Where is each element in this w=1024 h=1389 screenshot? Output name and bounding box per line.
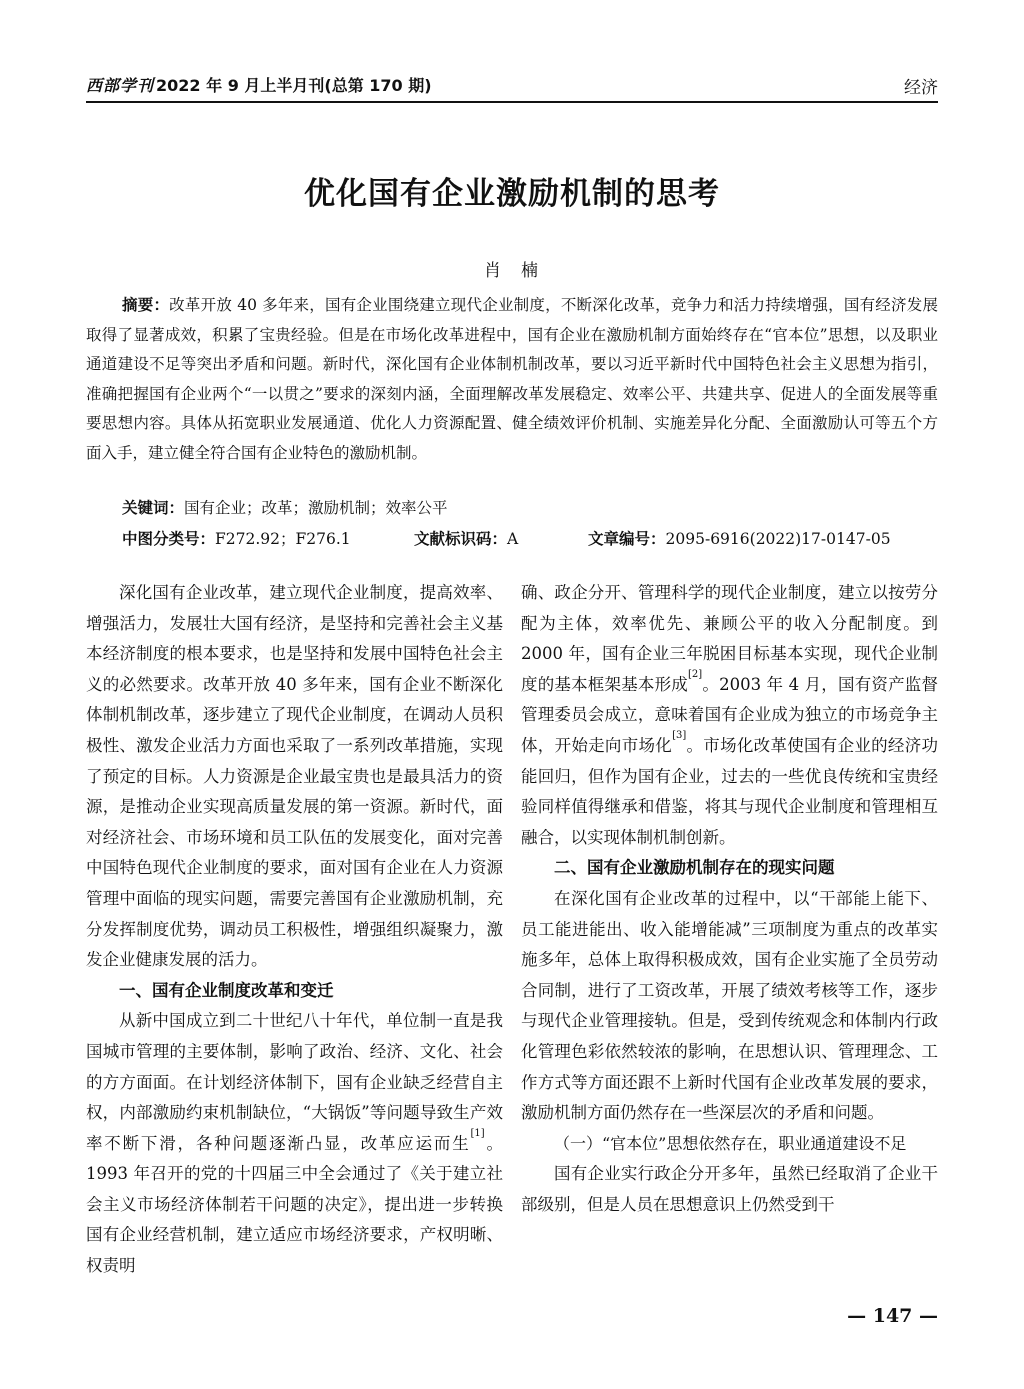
article-value: 2095-6916(2022)17-0147-05 xyxy=(665,530,891,548)
paragraph xyxy=(521,578,938,853)
subsection-heading: （一）“官本位”思想依然存在，职业通道建设不足 xyxy=(554,1133,907,1153)
right-column xyxy=(521,578,938,1220)
section-name: 经济 xyxy=(904,78,938,98)
paragraph-text: 。1993 年召开的党的十四届三中全会通过了《关于建立社会主义市场经济体制若干问题的决定》，提出进一步转换国有企业经营机制，建立适应市场经济要求，产权明晰、权责明 xyxy=(86,1133,504,1276)
clc-value: F272.92；F276.1 xyxy=(215,530,351,548)
left-column xyxy=(86,578,503,1282)
abstract-label: 摘要： xyxy=(122,296,170,314)
citation-ref: [1] xyxy=(470,1127,485,1139)
clc-label: 中图分类号： xyxy=(122,530,216,548)
article-label: 文章编号： xyxy=(588,530,666,548)
paragraph: 在深化国有企业改革的过程中，以“干部能上能下、员工能进能出、收入能增能减”三项制度为重点的改革实施多年，总体上取得积极成效，国有企业实施了全员劳动合同制，进行了工资改革，开展了绩效考核等工作，逐步与现代企业管理接轨。但是，受到传统观念和体制内行政化管理色彩依然较浓的影响，在思想认识、管理理念、工作方式等方面还跟不上新时代国有企业改革发展的要求，激励机制方面仍然存在一些深层次的矛盾和问题。 xyxy=(521,888,938,1123)
paragraph-text: 从新中国成立到二十世纪八十年代，单位制一直是我国城市管理的主要体制，影响了政治、经济、文化、社会的方方面面。在计划经济体制下，国有企业缺乏经营自主权，内部激励约束机制缺位，“大锅饭”等问题导致生产效率不断下滑，各种问题逐渐凸显，改革应运而生 xyxy=(86,1011,503,1153)
issue-info: 2022 年 9 月上半月刊(总第 170 期) xyxy=(156,76,432,95)
doc-value: A xyxy=(507,530,519,548)
paragraph-text: 确、政企分开、管理科学的现代企业制度，建立以按劳分配为主体，效率优先、兼顾公平的收入分配制度。到 2000 年，国有企业三年脱困目标基本实现，现代企业制度的基本框架基本形成 xyxy=(521,583,938,694)
citation-ref: [2] xyxy=(688,668,703,680)
running-header xyxy=(86,71,938,103)
abstract xyxy=(86,291,938,468)
article-number xyxy=(588,527,891,549)
keywords-text: 国有企业；改革；激励机制；效率公平 xyxy=(184,499,448,517)
doc-label: 文献标识码： xyxy=(414,530,508,548)
paragraph: 国有企业实行政企分开多年，虽然已经取消了企业干部级别，但是人员在思想意识上仍然受到干 xyxy=(521,1164,938,1214)
keywords xyxy=(122,496,448,518)
clc-number xyxy=(122,527,351,549)
page-number: — 147 — xyxy=(847,1305,938,1327)
abstract-text: 改革开放 40 多年来，国有企业围绕建立现代企业制度，不断深化改革，竞争力和活力持续增强，国有经济发展取得了显著成效，积累了宝贵经验。但是在市场化改革进程中，国有企业在激励机制方面始终存在“官本位”思想，以及职业通道建设不足等突出矛盾和问题。新时代，深化国有企业体制机制改革，要以习近平新时代中国特色社会主义思想为指引，准确把握国有企业两个“一以贯之”要求的深刻内涵，全面理解改革发展稳定、效率公平、共建共享、促进人的全面发展等重要思想内容。具体从拓宽职业发展通道、优化人力资源配置、健全绩效评价机制、实施差异化分配、全面激励认可等五个方面入手，建立健全符合国有企业特色的激励机制。 xyxy=(86,296,938,462)
paragraph-text: 。市场化改革使国有企业的经济功能回归，但作为国有企业，过去的一些优良传统和宝贵经验同样值得继承和借鉴，将其与现代企业制度和管理相互融合，以实现体制机制创新。 xyxy=(521,735,939,847)
keywords-label: 关键词： xyxy=(122,499,185,517)
citation-ref: [3] xyxy=(672,729,687,741)
paragraph-text: 。2003 年 4 月，国有资产监督管理委员会成立，意味着国有企业成为独立的市场竞争主体，开始走向市场化 xyxy=(521,674,938,755)
paragraph xyxy=(86,1006,503,1281)
author-name: 肖楠 xyxy=(484,261,558,281)
paragraph: 深化国有企业改革，建立现代企业制度，提高效率、增强活力，发展壮大国有经济，是坚持和完善社会主义基本经济制度的根本要求，也是坚持和发展中国特色社会主义的必然要求。改革开放 40 多年来，国有企业不断深化体制机制改革，逐步建立了现代企业制度，在调动人员积极性、激发企业活力方面也采取了一系列改革措施，实现了预定的目标。人力资源是企业最宝贵也是最具活力的资源，是推动企业实现高质量发展的第一资源。新时代，面对经济社会、市场环境和员工队伍的发展变化，面对完善中国特色现代企业制度的要求，面对国有企业在人力资源管理中面临的现实问题，需要完善国有企业激励机制，充分发挥制度优势，调动员工积极性，增强组织凝聚力，激发企业健康发展的活力。 xyxy=(86,583,503,970)
section-heading-2: 二、国有企业激励机制存在的现实问题 xyxy=(554,858,835,878)
article-title: 优化国有企业激励机制的思考 xyxy=(304,176,720,212)
document-code xyxy=(414,527,518,549)
section-heading-1: 一、国有企业制度改革和变迁 xyxy=(119,980,334,1000)
journal-issue xyxy=(86,73,432,96)
journal-logo: 西部学刊 xyxy=(86,76,155,95)
